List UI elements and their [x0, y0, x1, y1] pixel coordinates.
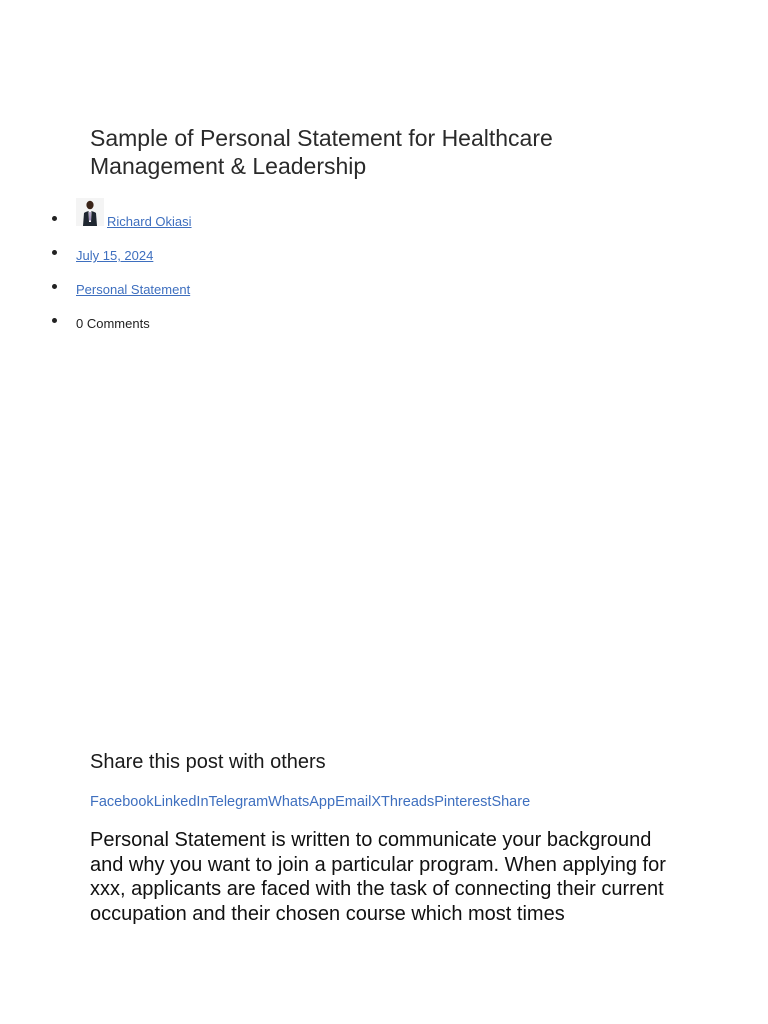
comments-count: 0 Comments [76, 316, 150, 331]
author-name: Richard Okiasi [107, 214, 192, 229]
share-x-link[interactable]: X [371, 794, 381, 810]
share-linkedin-link[interactable]: LinkedIn [153, 794, 209, 810]
share-whatsapp-link[interactable]: WhatsApp [268, 794, 336, 810]
list-bullet [52, 318, 57, 323]
meta-category-content [76, 282, 190, 298]
author-avatar-icon [76, 198, 104, 226]
meta-author-content [76, 198, 192, 229]
category-link[interactable]: Personal Statement [76, 282, 191, 297]
share-facebook-link[interactable]: Facebook [90, 794, 154, 810]
share-threads-link[interactable]: Threads [381, 794, 435, 810]
meta-date-content [76, 248, 153, 264]
post-title: Sample of Personal Statement for Healthcare Management & Leadership [90, 125, 553, 179]
share-more-link[interactable]: Share [491, 794, 531, 810]
post-date-link[interactable]: July 15, 2024 [76, 248, 154, 263]
list-bullet [52, 216, 57, 221]
share-pinterest-link[interactable]: Pinterest [434, 794, 492, 810]
list-bullet [52, 250, 57, 255]
share-links [90, 793, 530, 811]
share-email-link[interactable]: Email [335, 794, 372, 810]
share-telegram-link[interactable]: Telegram [208, 794, 269, 810]
share-heading: Share this post with others [90, 751, 326, 773]
author-link[interactable] [76, 198, 192, 229]
list-bullet [52, 284, 57, 289]
post-intro-paragraph: Personal Statement is written to communicate your background and why you want to join a particular program. When applying for xxx, applicants are faced with the task of connecting their current occupation and their chosen course which most times [90, 829, 666, 925]
